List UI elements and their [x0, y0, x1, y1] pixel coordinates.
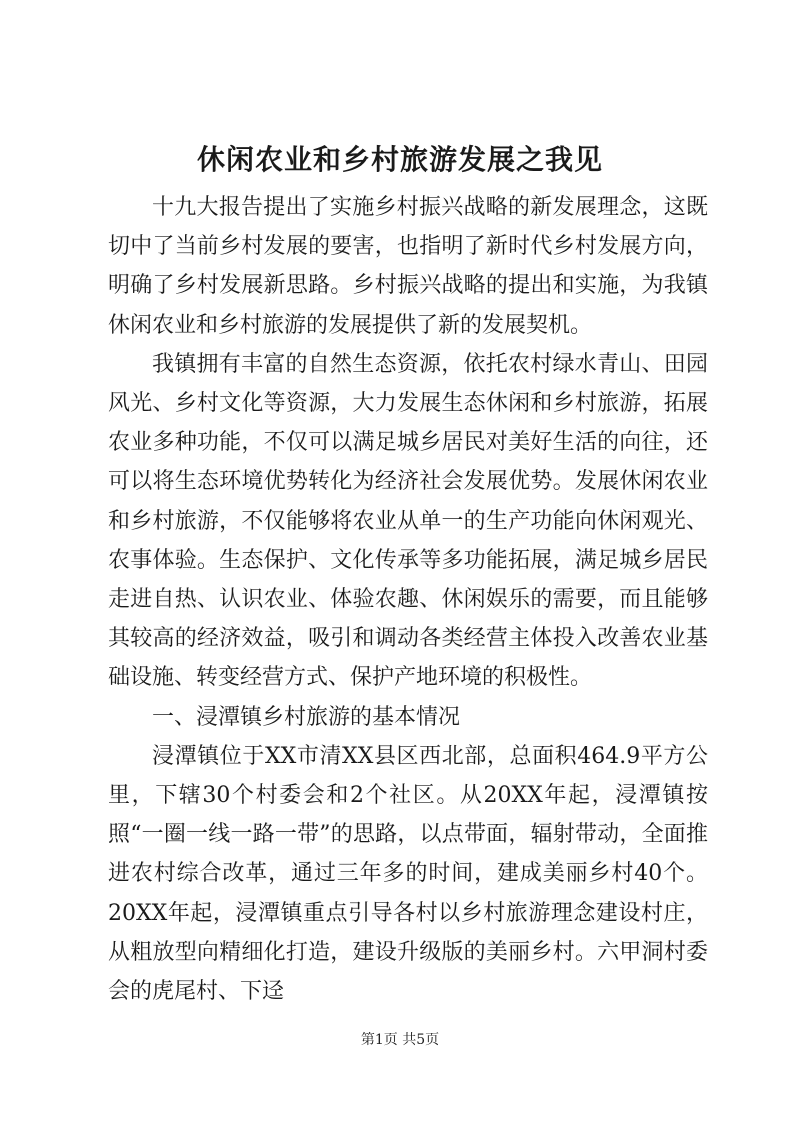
paragraph-resources: 我镇拥有丰富的自然生态资源，依托农村绿水青山、田园风光、乡村文化等资源，大力发展生态休闲和乡村旅游，拓展农业多种功能，不仅可以满足城乡居民对美好生活的向往，还可以将生态环境优势转化为经济社会发展优势。发展休闲农业和乡村旅游，不仅能够将农业从单一的生产功能向休闲观光、农事体验。生态保护、文化传承等多功能拓展，满足城乡居民走进自热、认识农业、体验农趣、休闲娱乐的需要，而且能够其较高的经济效益，吸引和调动各类经营主体投入改善农业基础设施、转变经营方式、保护产地环境的积极性。	[108, 351, 708, 691]
page-footer: 第1页 共5页	[360, 1032, 440, 1048]
document-title: 休闲农业和乡村旅游发展之我见	[196, 143, 603, 176]
paragraph-intro: 十九大报告提出了实施乡村振兴战略的新发展理念，这既切中了当前乡村发展的要害，也指明了新时代乡村发展方向，明确了乡村发展新思路。乡村振兴战略的提出和实施，为我镇休闲农业和乡村旅游的发展提供了新的发展契机。	[108, 195, 708, 338]
paragraph-town-overview: 浸潭镇位于XX市清XX县区西北部，总面积464.9平方公里，下辖30个村委会和2个社区。从20XX年起，浸潭镇按照“一圈一线一路一带”的思路，以点带面，辐射带动，全面推进农村综合改革，通过三年多的时间，建成美丽乡村40个。20XX年起，浸潭镇重点引导各村以乡村旅游理念建设村庄，从粗放型向精细化打造，建设升级版的美丽乡村。六甲洞村委会的虎尾村、下迳	[108, 743, 708, 1005]
section-heading-basic-situation: 一、浸潭镇乡村旅游的基本情况	[152, 704, 461, 730]
document-body	[108, 188, 708, 1011]
